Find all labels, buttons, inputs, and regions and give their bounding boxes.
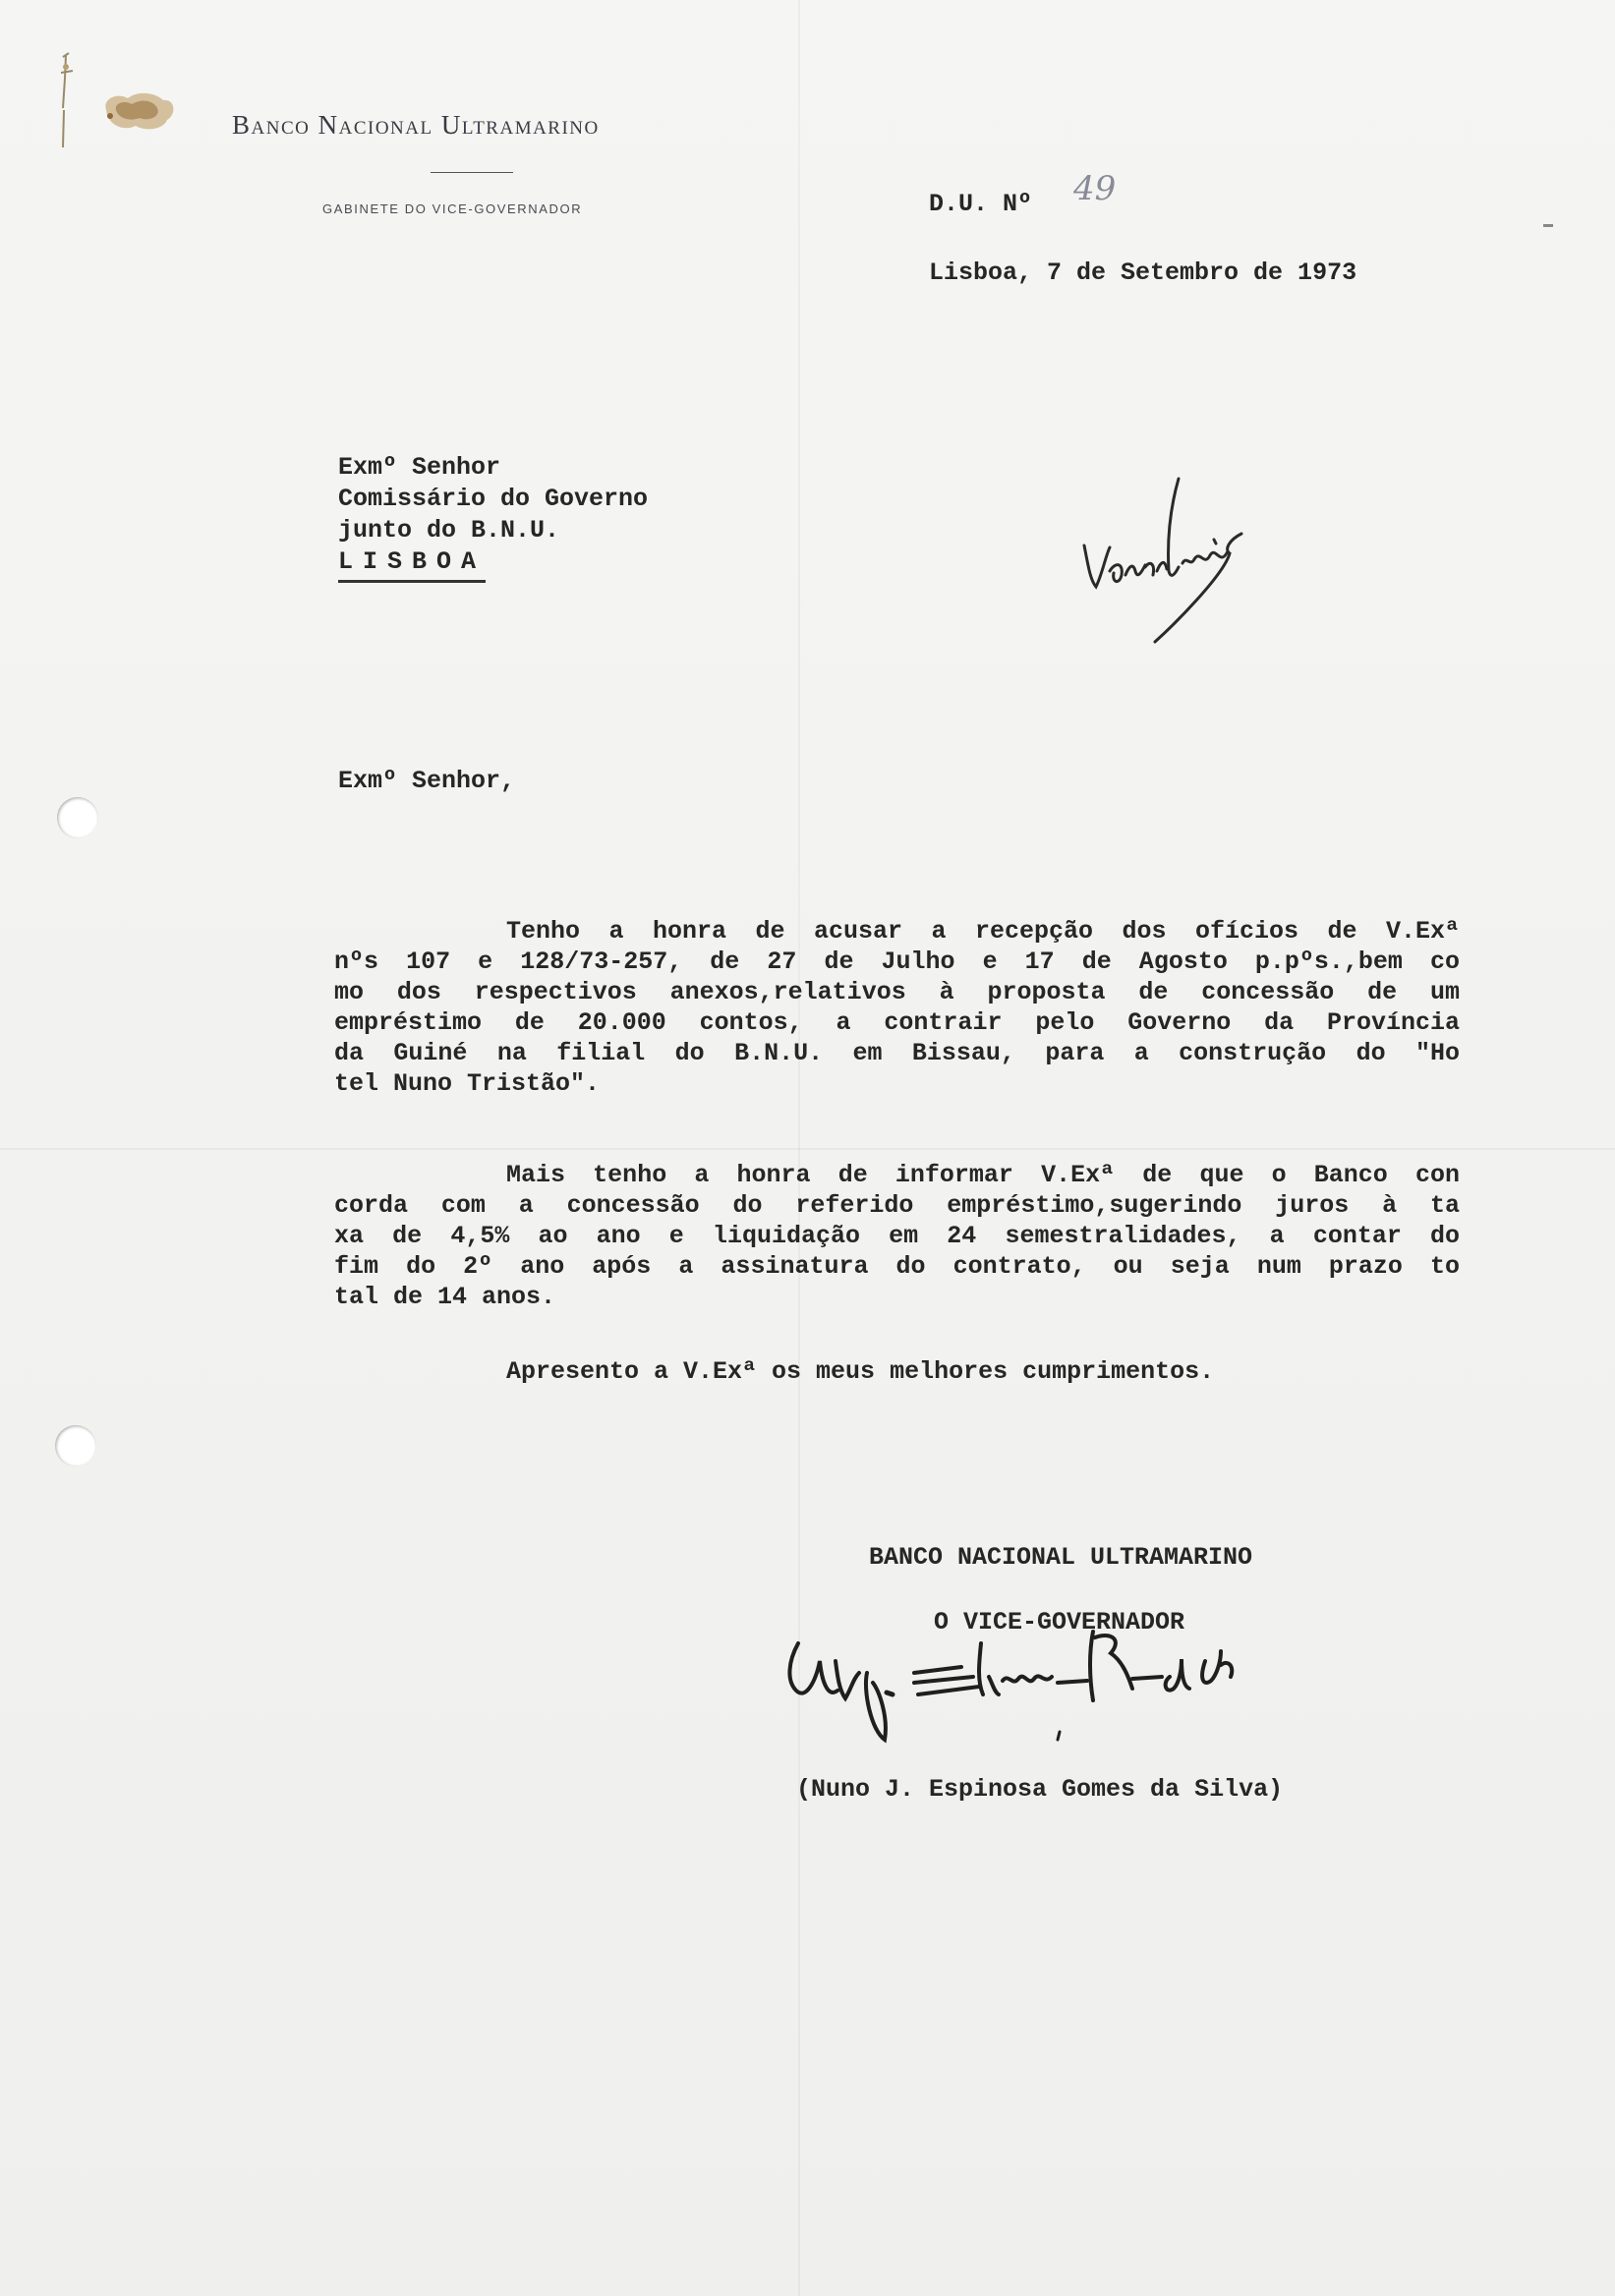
addressee-city: LISBOA [338,546,486,583]
letter-date: Lisboa, 7 de Setembro de 1973 [929,258,1357,287]
signature-role: O VICE-GOVERNADOR [934,1608,1185,1636]
signature-bank-name: BANCO NACIONAL ULTRAMARINO [869,1543,1253,1572]
signer-name: (Nuno J. Espinosa Gomes da Silva) [796,1775,1284,1804]
addressee-line-2: Comissário do Governo [338,485,649,513]
rust-stain-icon [98,88,179,134]
reference-number: 49 [1073,169,1117,208]
paragraph-line: da Guiné na filial do B.N.U. em Bissau, para a construção do "Ho [334,1039,1460,1067]
handwritten-signature [777,1622,1366,1759]
paragraph-line: Mais tenho a honra de informar V.Exª de que o Banco con [506,1161,1460,1189]
paragraph-line: tal de 14 anos. [334,1283,556,1311]
initials-signature [1076,477,1273,649]
body-paragraph-3 [334,1356,1460,1387]
addressee-line-3: junto do B.N.U. [338,516,560,545]
punch-hole-top [57,797,98,838]
paragraph-line: Tenho a honra de acusar a recepção dos ofícios de V.Exª [506,917,1460,946]
body-paragraph-2 [334,1160,1460,1312]
body-paragraph-1 [334,916,1460,1099]
paragraph-line: corda com a concessão do referido empréstimo,sugerindo juros à ta [334,1191,1460,1220]
letterhead-bank-name: Banco Nacional Ultramarino [232,110,600,140]
addressee-block [338,452,648,583]
paragraph-line: Apresento a V.Exª os meus melhores cumprimentos. [506,1357,1215,1386]
letterhead-rule [431,172,513,173]
paragraph-line: empréstimo de 20.000 contos, a contrair pelo Governo da Província [334,1008,1460,1037]
paragraph-line: mo dos respectivos anexos,relativos à proposta de concessão de um [334,978,1460,1006]
paragraph-line: nºs 107 e 128/73-257, de 27 de Julho e 17 de Agosto p.pºs.,bem co [334,947,1460,976]
addressee-line-1: Exmº Senhor [338,453,501,482]
letterhead-department: GABINETE DO VICE-GOVERNADOR [322,201,583,216]
horizontal-fold-line [0,1148,1615,1150]
paragraph-line: fim do 2º ano após a assinatura do contrato, ou seja num prazo to [334,1252,1460,1281]
edge-mark [1543,224,1553,227]
pin-mark-icon [51,49,81,157]
salutation: Exmº Senhor, [338,767,516,795]
reference-label: D.U. Nº [929,190,1033,218]
paragraph-line: xa de 4,5% ao ano e liquidação em 24 semestralidades, a contar do [334,1222,1460,1250]
paragraph-line: tel Nuno Tristão". [334,1069,601,1098]
punch-hole-bottom [55,1425,96,1466]
